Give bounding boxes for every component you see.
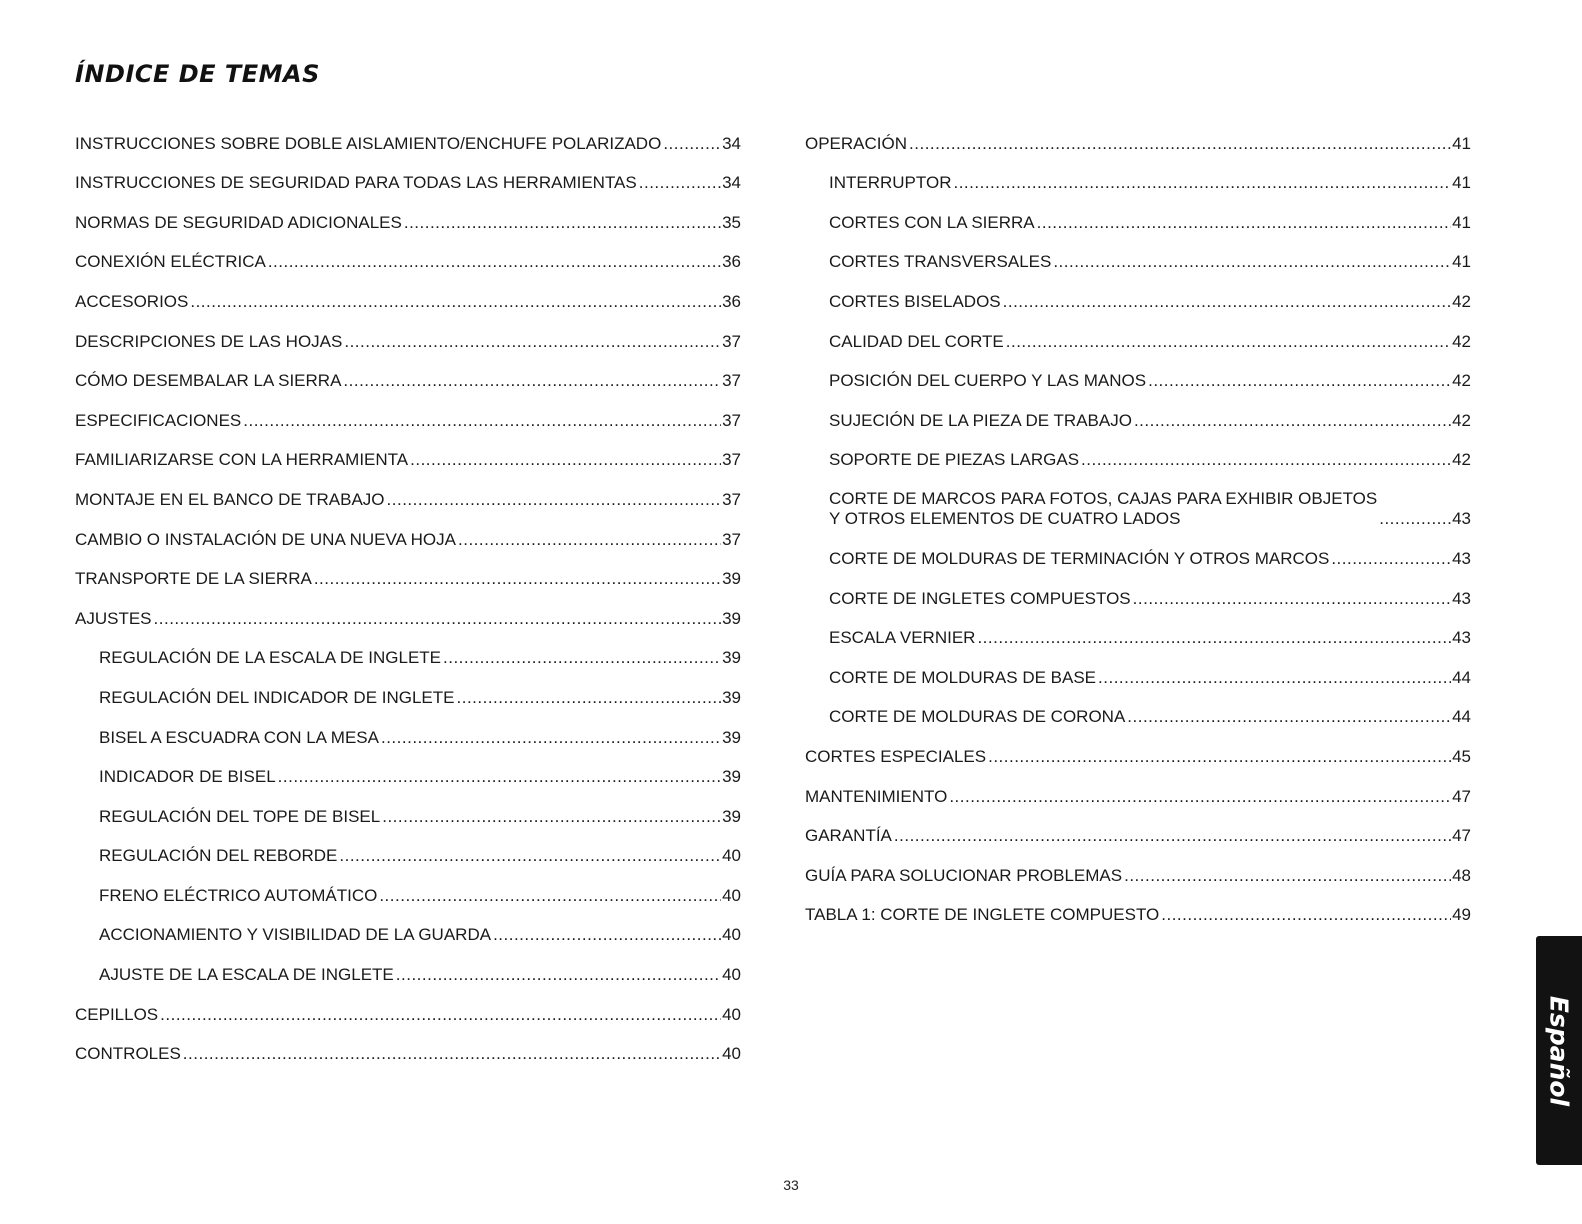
toc-entry (75, 272, 741, 312)
toc-entry (75, 193, 741, 233)
dot-leader (1098, 668, 1451, 688)
dot-leader (382, 807, 721, 827)
toc-entry-label: REGULACIÓN DEL REBORDE (99, 846, 338, 866)
toc-entry-page: 37 (722, 529, 741, 549)
toc-entry-page: 43 (1452, 509, 1471, 529)
toc-entry (75, 431, 741, 471)
toc-entry (805, 233, 1471, 273)
dot-leader (243, 411, 721, 431)
toc-entry-label: OPERACIÓN (805, 133, 908, 153)
toc-entry (805, 529, 1471, 569)
toc-entry-label: CORTES TRANSVERSALES (829, 252, 1052, 272)
toc-entry (805, 609, 1471, 649)
dot-leader (344, 332, 721, 352)
dot-leader (314, 569, 721, 589)
toc-entry-page: 42 (1452, 371, 1471, 391)
dot-leader (663, 134, 721, 154)
dot-leader (639, 173, 721, 193)
toc-entry-page: 48 (1452, 865, 1471, 885)
toc-entry-label: ACCESORIOS (75, 291, 189, 311)
toc-entry-page: 40 (722, 965, 741, 985)
dot-leader (1124, 866, 1451, 886)
toc-entry-page: 42 (1452, 410, 1471, 430)
toc-entry-label: CORTES CON LA SIERRA (829, 212, 1035, 232)
dot-leader (909, 134, 1451, 154)
toc-entry-page: 39 (722, 569, 741, 589)
toc-entry-label: REGULACIÓN DEL INDICADOR DE INGLETE (99, 687, 455, 707)
toc-right-column (805, 114, 1471, 925)
toc-entry (805, 312, 1471, 352)
toc-entry-page: 36 (722, 291, 741, 311)
toc-entry (75, 391, 741, 431)
toc-entry-page: 39 (722, 767, 741, 787)
toc-entry-page: 42 (1452, 331, 1471, 351)
toc-entry (805, 154, 1471, 194)
toc-entry-page: 39 (722, 608, 741, 628)
toc-entry (75, 312, 741, 352)
toc-entry (75, 787, 741, 827)
toc-entry (805, 272, 1471, 312)
toc-entry-label: CONEXIÓN ELÉCTRICA (75, 252, 266, 272)
toc-entry-page: 43 (1452, 588, 1471, 608)
dot-leader (268, 252, 721, 272)
toc-entry-label: CORTE DE MARCOS PARA FOTOS, CAJAS PARA EXHIBIR OBJETOS Y OTROS ELEMENTOS DE CUATRO LADOS (829, 489, 1378, 529)
toc-entry (805, 431, 1471, 471)
toc-entry (805, 807, 1471, 847)
toc-entry-page: 37 (722, 450, 741, 470)
toc-entry (75, 510, 741, 550)
toc-entry (805, 727, 1471, 767)
toc-entry-label: CEPILLOS (75, 1004, 159, 1024)
toc-entry (75, 866, 741, 906)
dot-leader (339, 846, 721, 866)
toc-entry (805, 352, 1471, 392)
toc-entry-page: 40 (722, 846, 741, 866)
toc-entry-page: 40 (722, 1044, 741, 1064)
toc-entry (75, 470, 741, 510)
toc-entry (75, 154, 741, 194)
toc-entry-page: 34 (722, 173, 741, 193)
dot-leader (183, 1044, 721, 1064)
dot-leader (1006, 332, 1451, 352)
toc-left-column (75, 114, 741, 1064)
dot-leader (160, 1005, 721, 1025)
toc-entry-page: 41 (1452, 252, 1471, 272)
toc-entry-label: INSTRUCCIONES DE SEGURIDAD PARA TODAS LAS HERRAMIENTAS (75, 173, 637, 193)
toc-entry-label: DESCRIPCIONES DE LAS HOJAS (75, 331, 343, 351)
dot-leader (988, 747, 1451, 767)
toc-entry-label: BISEL A ESCUADRA CON LA MESA (99, 727, 379, 747)
dot-leader (404, 213, 721, 233)
toc-entry-page: 34 (722, 133, 741, 153)
toc-entry-label: INTERRUPTOR (829, 173, 952, 193)
language-tab-label: Español (1544, 995, 1574, 1106)
toc-entry-label: CORTES BISELADOS (829, 291, 1001, 311)
toc-entry (805, 569, 1471, 609)
toc-entry-page: 41 (1452, 133, 1471, 153)
toc-entry-label: CORTE DE MOLDURAS DE CORONA (829, 707, 1126, 727)
toc-entry-page: 49 (1452, 905, 1471, 925)
toc-entry-page: 43 (1452, 628, 1471, 648)
toc-entry-page: 41 (1452, 212, 1471, 232)
toc-entry (75, 945, 741, 985)
toc-entry-page: 37 (722, 371, 741, 391)
dot-leader (1081, 450, 1451, 470)
dot-leader (443, 648, 721, 668)
toc-entry-page: 37 (722, 331, 741, 351)
toc-entry (75, 906, 741, 946)
toc-entry-label: CALIDAD DEL CORTE (829, 331, 1004, 351)
toc-entry-label: INDICADOR DE BISEL (99, 767, 276, 787)
toc-entry-page: 44 (1452, 667, 1471, 687)
page-number: 33 (783, 1177, 799, 1193)
toc-entry (805, 193, 1471, 233)
dot-leader (1133, 589, 1451, 609)
toc-entry-page: 47 (1452, 786, 1471, 806)
toc-entry (805, 846, 1471, 886)
toc-entry-label: SOPORTE DE PIEZAS LARGAS (829, 450, 1080, 470)
toc-entry (75, 708, 741, 748)
toc-entry-label: ACCIONAMIENTO Y VISIBILIDAD DE LA GUARDA (99, 925, 492, 945)
dot-leader (410, 450, 721, 470)
toc-entry-page: 36 (722, 252, 741, 272)
toc-entry (805, 470, 1471, 529)
toc-entry (805, 648, 1471, 688)
toc-entry-label: CAMBIO O INSTALACIÓN DE UNA NUEVA HOJA (75, 529, 456, 549)
toc-entry-label: MONTAJE EN EL BANCO DE TRABAJO (75, 489, 385, 509)
toc-entry (75, 668, 741, 708)
toc-entry-label: CORTE DE MOLDURAS DE BASE (829, 667, 1097, 687)
dot-leader (154, 609, 722, 629)
toc-entry-page: 39 (722, 687, 741, 707)
toc-entry-label: CORTE DE INGLETES COMPUESTOS (829, 588, 1131, 608)
dot-leader (1331, 549, 1451, 569)
dot-leader (894, 826, 1451, 846)
dot-leader (493, 925, 721, 945)
toc-entry-label: INSTRUCCIONES SOBRE DOBLE AISLAMIENTO/ENCHUFE POLARIZADO (75, 133, 662, 153)
toc-entry-label: REGULACIÓN DEL TOPE DE BISEL (99, 806, 381, 826)
toc-entry-page: 37 (722, 489, 741, 509)
toc-entry-page: 43 (1452, 548, 1471, 568)
toc-entry-label: FRENO ELÉCTRICO AUTOMÁTICO (99, 885, 378, 905)
toc-entry (805, 688, 1471, 728)
toc-entry-label: TRANSPORTE DE LA SIERRA (75, 569, 312, 589)
toc-entry-page: 44 (1452, 707, 1471, 727)
toc-entry-page: 39 (722, 806, 741, 826)
page-title: ÍNDICE DE TEMAS (75, 60, 320, 89)
dot-leader (1148, 371, 1451, 391)
toc-entry-page: 41 (1452, 173, 1471, 193)
toc-entry (805, 886, 1471, 926)
toc-entry-page: 40 (722, 925, 741, 945)
toc-entry-label: FAMILIARIZARSE CON LA HERRAMIENTA (75, 450, 409, 470)
toc-entry-label: ESCALA VERNIER (829, 628, 976, 648)
toc-entry-label: CONTROLES (75, 1044, 181, 1064)
toc-entry-label: AJUSTES (75, 608, 152, 628)
dot-leader (381, 728, 721, 748)
toc-entry (805, 114, 1471, 154)
toc-entry-page: 47 (1452, 826, 1471, 846)
toc-entry-label: CÓMO DESEMBALAR LA SIERRA (75, 371, 342, 391)
dot-leader (1053, 252, 1451, 272)
toc-entry-label: REGULACIÓN DE LA ESCALA DE INGLETE (99, 648, 442, 668)
toc-entry-label: CORTE DE MOLDURAS DE TERMINACIÓN Y OTROS MARCOS (829, 548, 1330, 568)
dot-leader (458, 530, 721, 550)
toc-entry-label: AJUSTE DE LA ESCALA DE INGLETE (99, 965, 394, 985)
dot-leader (457, 688, 722, 708)
toc-entry (805, 767, 1471, 807)
toc-entry-page: 40 (722, 885, 741, 905)
dot-leader (953, 173, 1451, 193)
toc-entry (75, 985, 741, 1025)
toc-entry (75, 233, 741, 273)
dot-leader (396, 965, 721, 985)
toc-entry-label: NORMAS DE SEGURIDAD ADICIONALES (75, 212, 402, 232)
toc-entry-label: CORTES ESPECIALES (805, 746, 987, 766)
dot-leader (977, 628, 1451, 648)
toc-entry (75, 589, 741, 629)
toc-entry (75, 827, 741, 867)
toc-entry (75, 1025, 741, 1065)
toc-entry-label: MANTENIMIENTO (805, 786, 948, 806)
toc-entry (805, 391, 1471, 431)
toc-entry-page: 35 (722, 212, 741, 232)
toc-entry-label: ESPECIFICACIONES (75, 410, 242, 430)
language-tab (1536, 936, 1582, 1165)
dot-leader (1037, 213, 1451, 233)
dot-leader (1134, 411, 1451, 431)
dot-leader (343, 371, 721, 391)
toc-entry-label: TABLA 1: CORTE DE INGLETE COMPUESTO (805, 905, 1160, 925)
dot-leader (379, 886, 721, 906)
toc-entry-page: 37 (722, 410, 741, 430)
dot-leader (949, 787, 1451, 807)
toc-entry-label: GARANTÍA (805, 826, 892, 846)
toc-entry (75, 550, 741, 590)
dot-leader (190, 292, 721, 312)
toc-entry (75, 114, 741, 154)
toc-entry-page: 40 (722, 1004, 741, 1024)
dot-leader (1003, 292, 1451, 312)
dot-leader (387, 490, 722, 510)
toc-entry-page: 42 (1452, 450, 1471, 470)
toc-entry-label: GUÍA PARA SOLUCIONAR PROBLEMAS (805, 865, 1123, 885)
toc-entry-page: 39 (722, 727, 741, 747)
dot-leader (278, 767, 721, 787)
toc-entry-page: 45 (1452, 746, 1471, 766)
toc-entry-page: 39 (722, 648, 741, 668)
dot-leader (1161, 905, 1451, 925)
toc-entry (75, 629, 741, 669)
toc-entry-page: 42 (1452, 291, 1471, 311)
toc-entry-label: SUJECIÓN DE LA PIEZA DE TRABAJO (829, 410, 1132, 430)
dot-leader (1127, 707, 1451, 727)
dot-leader (1379, 509, 1451, 529)
toc-entry-label: POSICIÓN DEL CUERPO Y LAS MANOS (829, 371, 1147, 391)
toc-entry (75, 748, 741, 788)
toc-entry (75, 352, 741, 392)
